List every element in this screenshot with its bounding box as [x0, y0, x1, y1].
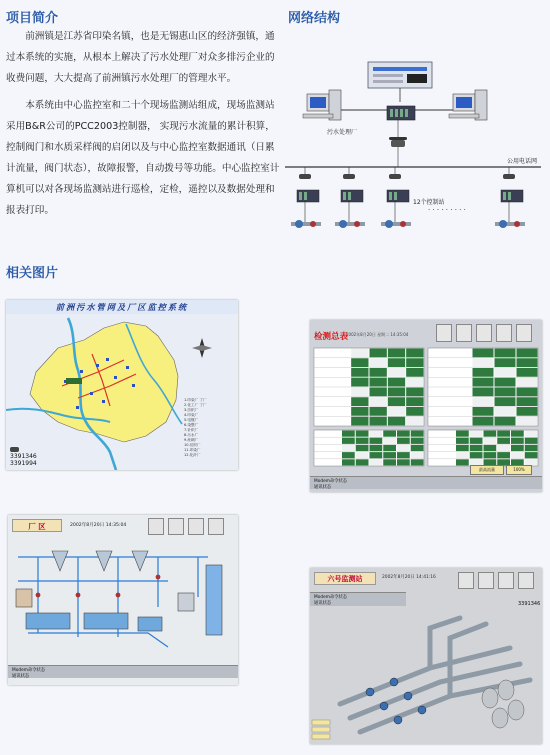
modem-status-label: Modem命令状态 [12, 668, 46, 673]
status-cell [470, 452, 483, 458]
status-cell [383, 431, 396, 437]
status-cell [470, 445, 483, 451]
central-controller-icon [368, 62, 432, 88]
modem-status-label: Modem命令状态 [314, 479, 348, 484]
status-cell [351, 388, 368, 397]
status-cell [351, 397, 368, 406]
status-cell [406, 358, 423, 367]
status-cell [370, 358, 387, 367]
status-cell [497, 431, 510, 437]
status-cell [406, 417, 423, 426]
field-station-icon [381, 167, 411, 228]
phone-number-1: 3391346 [10, 453, 37, 460]
toolbar-button[interactable] [208, 518, 224, 535]
status-cell [511, 438, 524, 444]
toolbar-button[interactable] [498, 572, 514, 589]
station-phone: 3391346 [518, 601, 541, 607]
status-bar [310, 592, 406, 606]
status-cell [370, 407, 387, 416]
status-cell [473, 388, 494, 397]
status-cell [484, 452, 497, 458]
toolbar-button[interactable] [456, 324, 472, 342]
toolbar-button[interactable] [518, 572, 534, 589]
summary-subtitle: 2002年8月20日 星期二 14:35:04 [346, 332, 409, 337]
status-cell [356, 445, 369, 451]
status-cell [406, 388, 423, 397]
plant-label: 污水处理厂 [327, 129, 358, 136]
station-date: 2002年8月20日 14:41:16 [382, 575, 436, 580]
plant-process-diagram [8, 537, 238, 661]
status-cell [495, 349, 516, 358]
percent-button[interactable]: 100% [506, 465, 532, 475]
status-cell [511, 445, 524, 451]
status-cell [495, 407, 516, 416]
status-cell [411, 445, 424, 451]
status-cell [525, 445, 538, 451]
status-cell [342, 459, 355, 465]
status-cell [397, 452, 410, 458]
status-cell [473, 368, 494, 377]
intro-heading: 项目简介 [6, 11, 59, 26]
status-cell [473, 407, 494, 416]
status-cell [397, 445, 410, 451]
status-cell [406, 407, 423, 416]
status-cell [517, 378, 538, 387]
status-cell [456, 445, 469, 451]
status-cell [383, 438, 396, 444]
max-flow-button[interactable]: 最高流量 [470, 465, 504, 475]
status-cell [517, 358, 538, 367]
status-cell [473, 358, 494, 367]
status-cell [411, 459, 424, 465]
status-cell [517, 407, 538, 416]
station-pipe-diagram [310, 608, 542, 744]
status-cell [388, 378, 405, 387]
status-cell [388, 397, 405, 406]
status-cell [397, 438, 410, 444]
status-cell [406, 349, 423, 358]
status-cell [406, 378, 423, 387]
status-cell [370, 388, 387, 397]
monitoring-stations [291, 167, 525, 228]
comm-status-label: 通讯状态 [12, 674, 30, 679]
status-cell [383, 459, 396, 465]
toolbar-button[interactable] [148, 518, 164, 535]
intro-paragraph-1: 前洲镇是江苏省印染名镇，也是无锡惠山区的经济强镇，通过本系统的实施，从根本上解决了污水处理厂对众多排污企业的收费问题，大大提高了前洲镇污水处理厂的管理水平。 [6, 31, 275, 84]
computer-icon-left [303, 90, 341, 120]
status-cell [517, 388, 538, 397]
plant-title: 厂 区 [12, 519, 62, 532]
status-cell [511, 452, 524, 458]
status-cell [388, 407, 405, 416]
status-cell [342, 438, 355, 444]
toolbar-button[interactable] [496, 324, 512, 342]
status-cell [370, 459, 383, 465]
status-cell [473, 397, 494, 406]
intro-text [6, 26, 280, 221]
status-cell [356, 459, 369, 465]
compass-icon [192, 338, 212, 358]
status-cell [342, 452, 355, 458]
status-cell [495, 397, 516, 406]
status-cell [370, 417, 387, 426]
status-cell [411, 438, 424, 444]
status-cell [517, 349, 538, 358]
status-cell [370, 445, 383, 451]
toolbar-button[interactable] [458, 572, 474, 589]
status-cell [342, 445, 355, 451]
phone-number-2: 3391994 [10, 460, 37, 467]
map-screenshot [6, 300, 238, 470]
plant-marker [66, 378, 82, 384]
status-cell [525, 438, 538, 444]
status-cell [406, 397, 423, 406]
status-cell [356, 438, 369, 444]
status-cell [495, 388, 516, 397]
status-cell [383, 452, 396, 458]
status-cell [456, 431, 469, 437]
status-cell [351, 358, 368, 367]
status-cell [473, 378, 494, 387]
status-cell [383, 445, 396, 451]
toolbar-button[interactable] [478, 572, 494, 589]
plc-rack-icon [387, 106, 415, 120]
status-cell [497, 452, 510, 458]
status-cell [356, 431, 369, 437]
modem-status-label: Modem命令状态 [314, 595, 348, 600]
status-cell [388, 417, 405, 426]
status-cell [517, 368, 538, 377]
summary-screenshot [310, 320, 542, 492]
toolbar-button[interactable] [516, 324, 532, 342]
network-diagram [283, 24, 545, 262]
status-cell [342, 431, 355, 437]
status-cell [473, 417, 494, 426]
status-cell [484, 445, 497, 451]
plant-date: 2002年8月20日 14:35:04 [70, 523, 127, 528]
status-cell [388, 358, 405, 367]
status-cell [517, 417, 538, 426]
intro-paragraph-2: 本系统由中心监控室和二十个现场监测站组成，现场监测站采用B&R公司的PCC2003控制器， 实现污水流量的累计积算，控制阀门和水质采样阀的启闭以及与中心监控室数据通讯（日累计流量，阀门状态），故障报警，自动拨号等功能。中心监控室计算机可以对各现场监测站进行巡检，定检，遥控以及数据处理和报表打印。 [6, 100, 280, 216]
status-cell [456, 438, 469, 444]
station-title: 六号监测站 [314, 572, 376, 585]
status-cell [495, 378, 516, 387]
phone-network-label: 公用电话网 [507, 158, 538, 165]
status-cell [525, 431, 538, 437]
network-heading: 网络结构 [288, 11, 341, 26]
status-cell [370, 378, 387, 387]
field-station-icon [291, 167, 321, 228]
status-cell [370, 452, 383, 458]
toolbar-button[interactable] [188, 518, 204, 535]
status-cell [470, 431, 483, 437]
status-cell [351, 407, 368, 416]
status-cell [511, 431, 524, 437]
status-cell [370, 397, 387, 406]
field-station-icon [495, 167, 525, 228]
comm-status-label: 通讯状态 [314, 485, 332, 490]
summary-title: 检测总表 [314, 332, 349, 342]
status-cell [456, 459, 469, 465]
field-station-icon [335, 167, 365, 228]
status-cell [351, 349, 368, 358]
status-cell [497, 438, 510, 444]
status-cell [525, 452, 538, 458]
status-cell [497, 445, 510, 451]
status-cell [351, 378, 368, 387]
status-cell [470, 438, 483, 444]
status-cell [495, 358, 516, 367]
status-bar [310, 476, 542, 489]
status-cell [370, 349, 387, 358]
toolbar-button[interactable] [168, 518, 184, 535]
stations-count-label: 12个控制站 [413, 199, 445, 206]
photos-heading: 相关图片 [6, 266, 59, 281]
status-cell [397, 459, 410, 465]
status-cell [495, 368, 516, 377]
status-cell [397, 431, 410, 437]
status-cell [484, 438, 497, 444]
status-cell [484, 431, 497, 437]
summary-grid [312, 346, 540, 470]
status-cell [351, 368, 368, 377]
status-cell [411, 431, 424, 437]
telephone-icon [389, 137, 407, 147]
phone-icon [10, 447, 19, 452]
toolbar-button[interactable] [476, 324, 492, 342]
status-cell [411, 452, 424, 458]
status-cell [388, 368, 405, 377]
station-screenshot [310, 568, 542, 744]
status-cell [456, 452, 469, 458]
status-cell [517, 397, 538, 406]
status-cell [370, 431, 383, 437]
map-phone-block [10, 446, 37, 467]
status-cell [495, 417, 516, 426]
status-cell [370, 368, 387, 377]
status-cell [351, 417, 368, 426]
status-cell [356, 452, 369, 458]
status-cell [388, 349, 405, 358]
plant-screenshot [8, 515, 238, 685]
status-cell [370, 438, 383, 444]
status-bar [8, 665, 238, 678]
map-title: 前洲污水管网及厂区监控系统 [6, 300, 238, 314]
comm-status-label: 通讯状态 [314, 601, 332, 606]
status-cell [406, 368, 423, 377]
toolbar-button[interactable] [436, 324, 452, 342]
status-cell [473, 349, 494, 358]
status-cell [388, 388, 405, 397]
ellipsis-label: · · · · · · · · · [428, 206, 466, 214]
computer-icon-right [449, 90, 487, 120]
map-legend: 1.印染厂 丁厂 2.化工厂 丁厂 3.纺织厂 4.印染厂 5.电镀厂 6.染整厂 7.针织厂 8.污水厂 9.丝绸厂 10.纺织厂 11.印染厂 12.化纤厂 [184, 398, 207, 457]
